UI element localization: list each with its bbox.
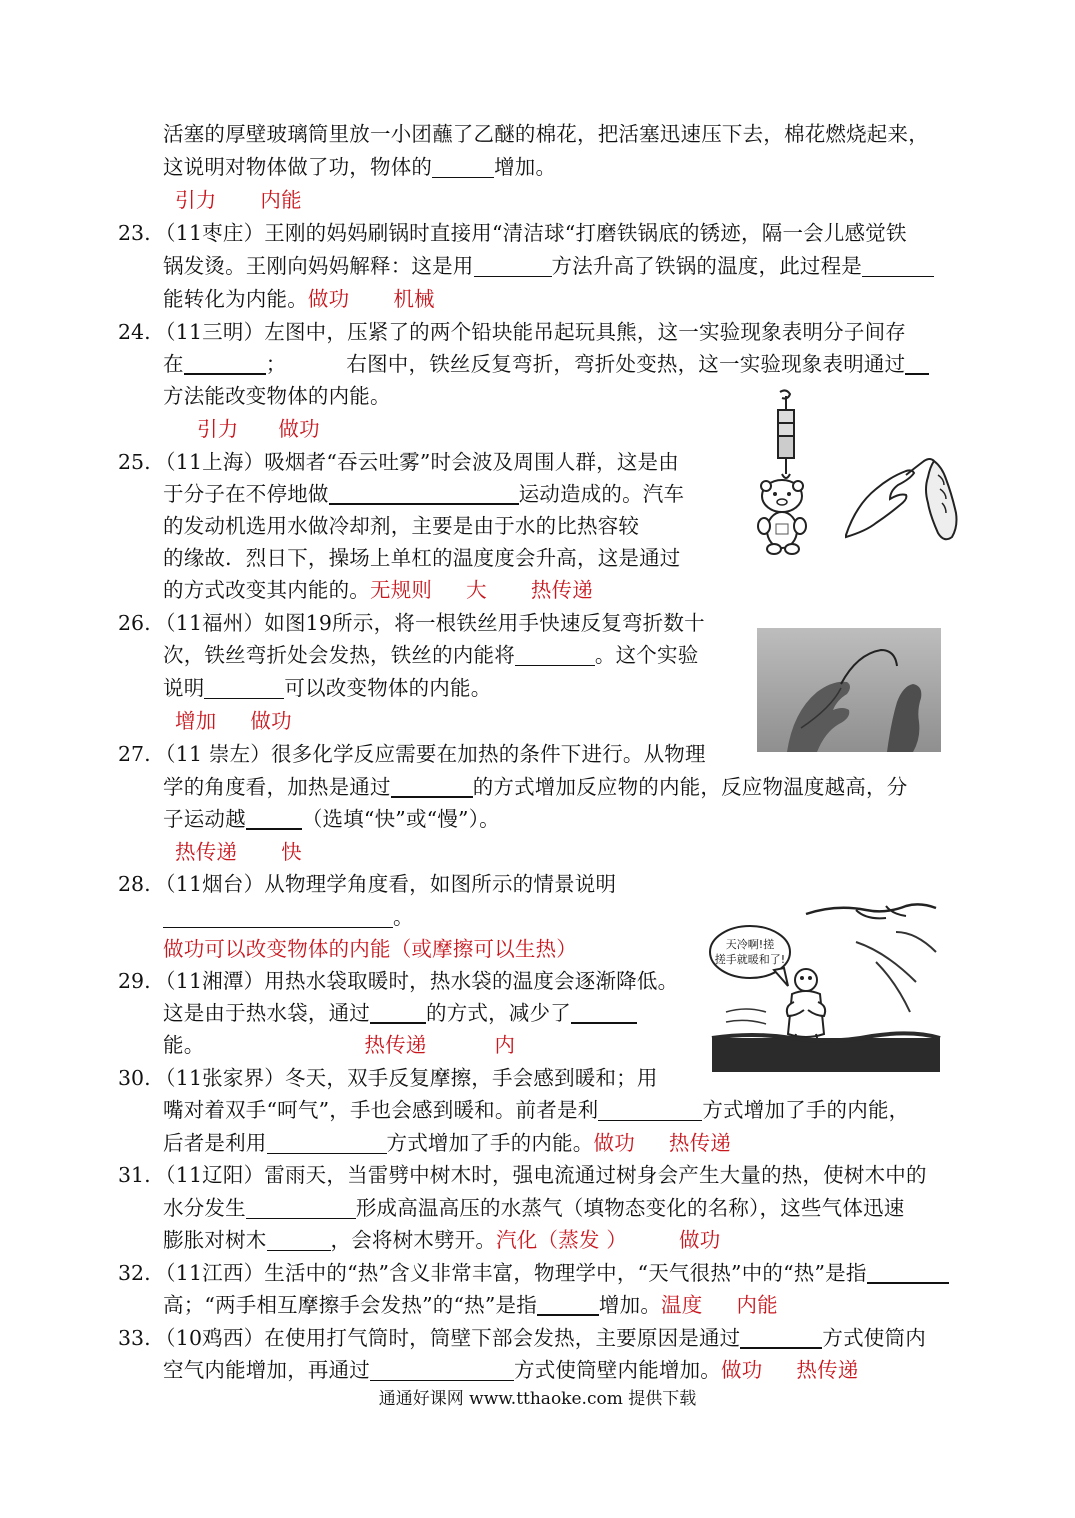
question-number: 23. — [118, 221, 151, 245]
text-line: 子运动越 （选填“快”或“慢”）。 — [163, 807, 500, 831]
wire-bending-photo — [757, 628, 941, 752]
text-line: 的方式改变其内能的。无规则 大 热传递 — [163, 578, 593, 602]
answer-blank — [905, 351, 929, 375]
lead-block-bear-figure — [752, 388, 824, 558]
answer-blank — [515, 643, 595, 666]
text-line: 这是由于热水袋，通过 的方式，减少了 — [163, 997, 637, 1029]
text-line: 的发动机选用水做冷却剂，主要是由于水的比热容较 — [163, 514, 640, 538]
text-line: （11三明）左图中，压紧了的两个铅块能吊起玩具熊，这一实验现象表明分子间存 — [155, 320, 906, 344]
text-line: 锅发烫。王刚向妈妈解释：这是用 方法升高了铁锅的温度，此过程是 — [163, 250, 934, 282]
text-line: 能。 热传递 内 — [163, 1033, 516, 1057]
answer-blank — [204, 676, 284, 699]
text-line: 学的角度看，加热是通过 的方式增加反应物的内能，反应物温度越高，分 — [163, 775, 908, 799]
answer-blank — [267, 1228, 331, 1251]
answer-line: 增加 做功 — [175, 709, 292, 733]
text-line: 方法能改变物体的内能。 — [163, 384, 391, 408]
question-number: 33. — [118, 1326, 151, 1350]
question-number: 32. — [118, 1261, 151, 1285]
text-line: 活塞的厚壁玻璃筒里放一小团蘸了乙醚的棉花，把活塞迅速压下去，棉花燃烧起来， — [163, 122, 929, 146]
text-line: 这说明对物体做了功，物体的 增加。 — [163, 155, 557, 179]
speech-bubble-text-1: 天冷啊!搓 — [725, 938, 775, 951]
rubbing-hands-cartoon — [706, 902, 946, 1074]
question-number: 30. — [118, 1066, 151, 1090]
text-line: 说明 可以改变物体的内能。 — [163, 676, 492, 700]
answer-line: 热传递 快 — [175, 840, 302, 864]
text-line: 的缘故．烈日下，操场上单杠的温度度会升高，这是通过 — [163, 546, 681, 570]
text-line: 于分子在不停地做 运动造成的。汽车 — [163, 482, 685, 506]
answer-blank — [537, 1292, 599, 1316]
text-line: （11枣庄）王刚的妈妈刷锅时直接用“清洁球“打磨铁锅底的锈迹，隔一会儿感觉铁 — [155, 221, 907, 245]
question-number: 29. — [118, 969, 151, 993]
answer-blank — [370, 1358, 514, 1381]
bending-wire-hands-figure — [842, 455, 962, 545]
answer-blank — [867, 1260, 949, 1284]
text-line: （11张家界）冬天，双手反复摩擦，手会感到暖和；用 — [155, 1066, 658, 1090]
answer-blank — [370, 1000, 426, 1024]
answer-blank — [432, 155, 494, 178]
question-number: 24. — [118, 320, 151, 344]
question-number: 26. — [118, 611, 151, 635]
speech-bubble-text-2: 搓手就暖和了! — [714, 953, 786, 966]
text-line: （11烟台）从物理学角度看，如图所示的情景说明 — [155, 872, 617, 896]
text-line: 嘴对着双手“呵气”，手也会感到暖和。前者是利 方式增加了手的内能， — [163, 1098, 910, 1122]
answer-blank — [163, 905, 393, 928]
question-number: 25. — [118, 450, 151, 474]
answer-blank — [571, 1000, 637, 1024]
answer-blank — [246, 806, 302, 830]
text-line: （10鸡西）在使用打气筒时，筒壁下部会发热，主要原因是通过 方式使筒内 — [155, 1326, 926, 1350]
question-number: 28. — [118, 872, 151, 896]
text-line: 能转化为内能。做功 机械 — [163, 287, 435, 311]
text-line: （11江西）生活中的“热”含义非常丰富，物理学中，“天气很热”中的“热”是指 — [155, 1257, 949, 1289]
text-line: 次，铁丝弯折处会发热，铁丝的内能将 。这个实验 — [163, 643, 699, 667]
answer-blank — [329, 481, 519, 505]
text-line: 膨胀对树木 ，会将树木劈开。汽化（蒸发 ） 做功 — [163, 1228, 721, 1252]
text-line: （11 崇左）很多化学反应需要在加热的条件下进行。从物理 — [155, 742, 706, 766]
text-line: （11福州）如图19所示，将一根铁丝用手快速反复弯折数十 — [155, 611, 705, 635]
text-line: 。 — [163, 901, 414, 933]
answer-blank — [474, 254, 552, 277]
page-footer: 通通好课网 www.tthaoke.com 提供下载 — [378, 1389, 697, 1409]
answer-blank — [267, 1131, 387, 1154]
answer-blank — [184, 351, 266, 375]
text-line: 后者是利用 方式增加了手的内能。做功 热传递 — [163, 1131, 732, 1155]
question-number: 31. — [118, 1163, 151, 1187]
answer-blank — [740, 1325, 822, 1349]
text-line: 高；“两手相互摩擦手会发热”的“热”是指 增加。温度 内能 — [163, 1293, 778, 1317]
answer-line: 引力 做功 — [197, 417, 320, 441]
answer-line: 做功可以改变物体的内能（或摩擦可以生热） — [163, 937, 577, 961]
text-line: 水分发生 形成高温高压的水蒸气（填物态变化的名称），这些气体迅速 — [163, 1196, 905, 1220]
answer-blank — [598, 1098, 702, 1121]
answer-line: 引力 内能 — [175, 188, 302, 212]
answer-blank — [862, 254, 934, 277]
text-line: （11辽阳）雷雨天，当雷劈中树木时，强电流通过树身会产生大量的热，使树木中的 — [155, 1163, 927, 1187]
answer-blank — [391, 774, 473, 798]
text-line: 空气内能增加，再通过 方式使筒壁内能增加。做功 热传递 — [163, 1358, 859, 1382]
text-line: （11湘潭）用热水袋取暖时，热水袋的温度会逐渐降低。 — [155, 969, 679, 993]
text-line: （11上海）吸烟者“吞云吐雾”时会波及周围人群，这是由 — [155, 450, 679, 474]
question-number: 27. — [118, 742, 151, 766]
text-line: 在 ； 右图中，铁丝反复弯折，弯折处变热，这一实验现象表明通过 — [163, 348, 929, 380]
answer-blank — [246, 1196, 356, 1219]
